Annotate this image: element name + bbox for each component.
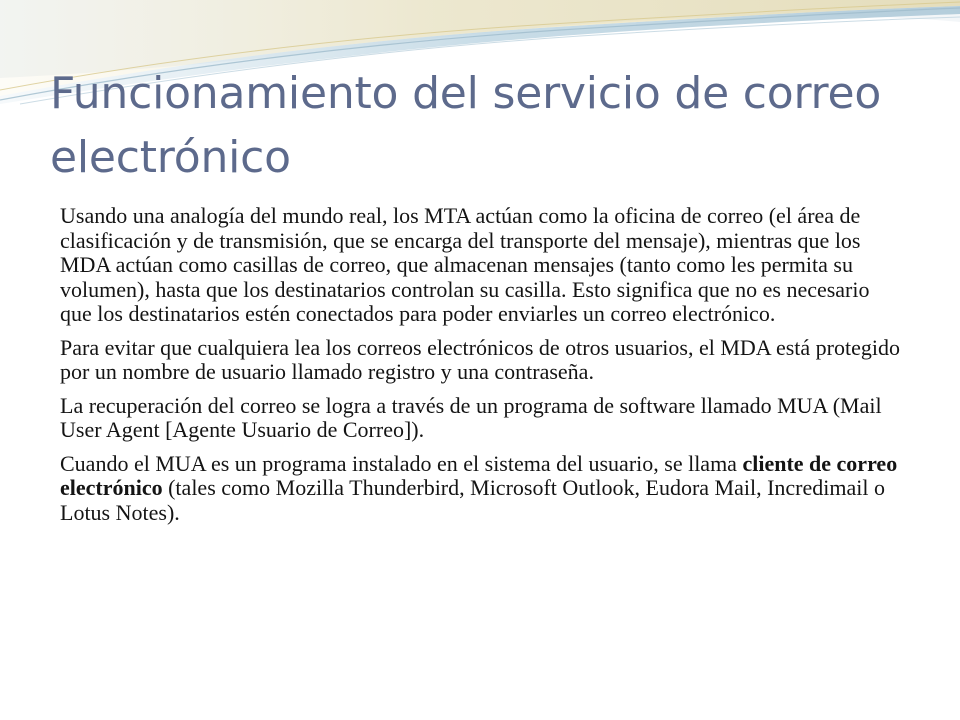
paragraph-email-client (60, 452, 906, 526)
slide-body (60, 204, 906, 534)
slide-title: Funcionamiento del servicio de correo electrónico (50, 68, 882, 183)
paragraph-mta-mda-analogy: Usando una analogía del mundo real, los MTA actúan como la oficina de correo (el área de clasificación y de transmisión, que se encarga del transporte del mensaje), mientras que los MDA actúan como casillas de correo, que almacenan mensajes (tanto como les permita su volumen), hasta que los destinatarios controlan su casilla. Esto significa que no es necesario que los destinatarios estén conectados para poder enviarles un correo electrónico. (60, 203, 870, 326)
paragraph-mda-protection: Para evitar que cualquiera lea los correos electrónicos de otros usuarios, el MDA está protegido por un nombre de usuario llamado registro y una contraseña. (60, 334, 900, 384)
paragraph-email-client-intro: Cuando el MUA es un programa instalado en el sistema del usuario, se llama (60, 450, 743, 476)
paragraph-email-client-examples: (tales como Mozilla Thunderbird, Microsoft Outlook, Eudora Mail, Incredimail o Lotus Notes). (60, 475, 885, 525)
paragraph-mua-retrieval: La recuperación del correo se logra a través de un programa de software llamado MUA (Mail User Agent [Agente Usuario de Correo]). (60, 392, 882, 442)
email-client-term: cliente de correo electrónico (60, 450, 898, 500)
